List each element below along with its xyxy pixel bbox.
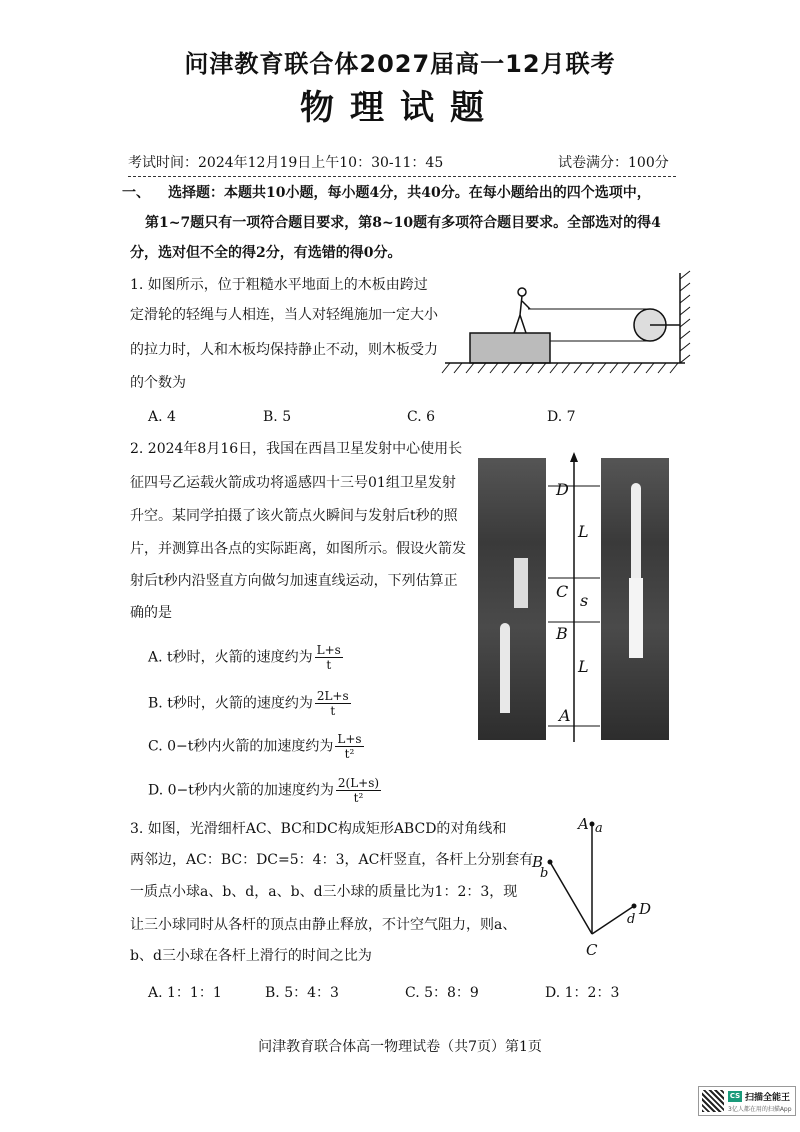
person — [514, 288, 530, 333]
vertex-B-label: B — [532, 853, 544, 871]
distance-L-upper: L — [578, 522, 589, 541]
q3-option-d: D. 1：2：3 — [545, 985, 620, 1001]
section-instruction-line3: 分，选对但不全的得2分，有选错的得0分。 — [130, 245, 402, 261]
q2-option-a-fraction — [315, 643, 343, 672]
q3-option-b: B. 5：4：3 — [265, 985, 339, 1001]
q3-line: 3. 如图，光滑细杆AC、BC和DC构成矩形ABCD的对角线和 — [130, 821, 507, 837]
q2-option-b-fraction — [315, 689, 351, 718]
q1-option-c: C. 6 — [407, 409, 436, 425]
vertex-C-label: C — [586, 941, 598, 959]
q2-line: 射后t秒内沿竖直方向做匀加速直线运动，下列估算正 — [130, 573, 458, 589]
fraction-numerator: 2L+s — [316, 689, 349, 703]
vertex-A-label: A — [578, 815, 589, 833]
q1-option-d: D. 7 — [547, 409, 576, 425]
scanner-app-name: 扫描全能王 — [745, 1093, 791, 1103]
qr-code-icon — [702, 1090, 724, 1112]
rocket-flame — [629, 578, 643, 658]
rocket-body — [500, 623, 510, 713]
q2-option-d-text: D. 0−t秒内火箭的加速度约为 — [148, 782, 334, 799]
rocket-body — [631, 483, 641, 578]
q3-line: b、d三小球在各杆上滑行的时间之比为 — [130, 948, 372, 964]
launch-tower — [514, 558, 528, 608]
ball-a — [590, 822, 595, 827]
point-D-label: D — [556, 480, 569, 499]
q2-option-c-fraction — [335, 732, 363, 761]
fraction-numerator: L+s — [316, 643, 341, 657]
q2-option-a — [148, 643, 343, 672]
rocket-photo-after-t — [601, 458, 669, 740]
q2-line: 确的是 — [130, 605, 172, 621]
q1-option-a: A. 4 — [148, 409, 176, 425]
q3-line: 让三小球同时从各杆的顶点由静止释放，不计空气阻力，则a、 — [130, 917, 517, 933]
q2-option-b-text: B. t秒时，火箭的速度约为 — [148, 695, 313, 712]
q2-line: 2. 2024年8月16日，我国在西昌卫星发射中心使用长 — [130, 441, 463, 457]
fraction-numerator: 2(L+s) — [337, 776, 380, 790]
point-A-label: A — [559, 706, 571, 725]
wall-hatch — [680, 271, 690, 363]
rod-BC — [550, 862, 592, 934]
section-number: 一、 — [122, 185, 150, 201]
q2-line: 片，并测算出各点的实际距离，如图所示。假设火箭发 — [130, 541, 466, 557]
q1-line: 1. 如图所示，位于粗糙水平地面上的木板由跨过 — [130, 277, 428, 293]
q1-line: 定滑轮的轻绳与人相连，当人对轻绳施加一定大小 — [130, 307, 438, 323]
section-instruction-line1: 选择题：本题共10小题，每小题4分，共40分。在每小题给出的四个选项中， — [168, 185, 651, 201]
q3-line: 一质点小球a、b、d，a、b、d三小球的质量比为1：2：3，现 — [130, 884, 518, 900]
ball-a-label: a — [595, 821, 603, 836]
scanner-logo-icon: CS — [729, 1092, 741, 1100]
q2-option-a-text: A. t秒时，火箭的速度约为 — [148, 649, 313, 666]
ball-d-label: d — [627, 912, 636, 927]
q1-option-b: B. 5 — [263, 409, 292, 425]
wooden-board — [470, 333, 550, 363]
full-score: 试卷满分：100分 — [558, 155, 669, 171]
distance-s: s — [580, 591, 589, 610]
scanner-badge — [698, 1086, 796, 1116]
rocket-photo-ignition — [478, 458, 546, 740]
q2-option-d-fraction — [336, 776, 381, 805]
q1-line: 的个数为 — [130, 375, 186, 391]
section-instruction-line2: 第1~7题只有一项符合题目要求，第8~10题有多项符合题目要求。全部选对的得4 — [145, 215, 661, 231]
fraction-numerator: L+s — [337, 732, 362, 746]
fraction-denominator: t² — [344, 747, 355, 761]
ground-hatch — [442, 363, 678, 373]
q1-line: 的拉力时，人和木板均保持静止不动，则木板受力 — [130, 342, 438, 358]
fraction-denominator: t — [326, 658, 332, 672]
q2-option-b — [148, 689, 351, 718]
header-divider — [128, 176, 676, 177]
fraction-denominator: t — [330, 704, 336, 718]
ball-b-label: b — [540, 866, 549, 881]
subject-title: 物理试题 — [300, 88, 500, 128]
q2-option-d — [148, 776, 381, 805]
q3-option-a: A. 1：1：1 — [148, 985, 222, 1001]
page-footer: 问津教育联合体高一物理试卷（共7页）第1页 — [258, 1039, 542, 1055]
point-B-label: B — [556, 624, 568, 643]
distance-L-lower: L — [578, 657, 589, 676]
q2-option-c — [148, 732, 364, 761]
vertex-D-label: D — [639, 900, 652, 918]
q3-option-c: C. 5：8：9 — [405, 985, 479, 1001]
fraction-denominator: t² — [353, 791, 364, 805]
q3-line: 两邻边，AC：BC：DC=5：4：3，AC杆竖直，各杆上分别套有 — [130, 852, 534, 868]
q2-line: 升空。某同学拍摄了该火箭点火瞬间与发射后t秒的照 — [130, 508, 458, 524]
point-C-label: C — [556, 582, 569, 601]
exam-time: 考试时间：2024年12月19日上午10：30-11：45 — [128, 155, 444, 171]
scanner-app-slogan: 3亿人都在用的扫描App — [728, 1106, 792, 1113]
q2-option-c-text: C. 0−t秒内火箭的加速度约为 — [148, 738, 334, 755]
exam-title: 问津教育联合体2027届高一12月联考 — [184, 50, 616, 78]
q2-line: 征四号乙运载火箭成功将遥感四十三号01组卫星发射 — [130, 475, 456, 491]
scale-arrow — [570, 452, 578, 462]
q1-figure — [440, 265, 695, 380]
